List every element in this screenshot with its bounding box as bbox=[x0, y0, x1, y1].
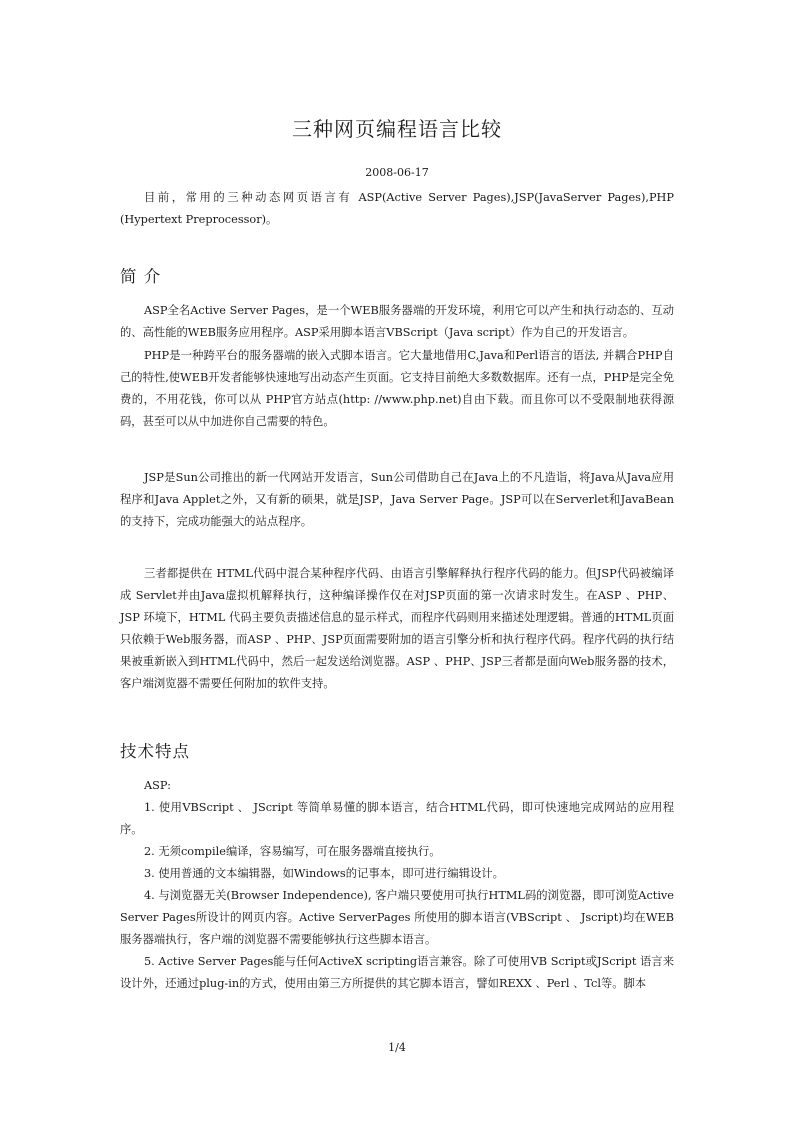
document-date: 2008-06-17 bbox=[365, 166, 429, 179]
section1-paragraph-1-block bbox=[120, 300, 674, 344]
section1-paragraph: ASP全名Active Server Pages，是一个WEB服务器端的开发环境，利用它可以产生和执行动态的、互动的、高性能的WEB服务应用程序。ASP采用脚本语言VBScript（Java script）作为自己的开发语言。 bbox=[120, 304, 674, 339]
intro-paragraph: 目前，常用的三种动态网页语言有 ASP(Active Server Pages),JSP(JavaServer Pages),PHP (Hypertext Preprocessor)。 bbox=[120, 191, 674, 226]
feature-item: 3. 使用普通的文本编辑器，如Windows的记事本，即可进行编辑设计。 bbox=[144, 867, 504, 880]
section-heading-intro: 简 介 bbox=[120, 267, 162, 286]
section1-paragraph-2-block bbox=[120, 345, 674, 433]
section1-paragraph: 三者都提供在 HTML代码中混合某种程序代码、由语言引擎解释执行程序代码的能力。但JSP代码被编译成 Servlet并由Java虚拟机解释执行，这种编译操作仅在对JSP页面的第一次请求时发生。在ASP 、PHP、JSP 环境下，HTML 代码主要负责描述信息的显示样式，而程序代码则用来描述处理逻辑。普通的HTML页面只依赖于Web服务器，而ASP 、PHP、JSP页面需要附加的语言引擎分析和执行程序代码。程序代码的执行结果被重新嵌入到HTML代码中，然后一起发送给浏览器。ASP 、PHP、JSP三者都是面向Web服务器的技术，客户端浏览器不需要任何附加的软件支持。 bbox=[120, 567, 674, 690]
feature-item: 4. 与浏览器无关(Browser Independence), 客户端只要使用可执行HTML码的浏览器，即可浏览Active Server Pages所设计的网页内容。Active ServerPages 所使用的脚本语言(VBScript 、 Jscript)均在WEB服务器端执行，客户端的浏览器不需要能够执行这些脚本语言。 bbox=[120, 889, 674, 946]
section1-paragraph-3-block bbox=[120, 467, 674, 533]
section1-paragraph: JSP是Sun公司推出的新一代网站开发语言，Sun公司借助自己在Java上的不凡造诣，将Java从Java应用程序和Java Applet之外，又有新的硕果，就是JSP，Java Server Page。JSP可以在Serverlet和JavaBean的支持下，完成功能强大的站点程序。 bbox=[120, 471, 674, 528]
feature-item: 2. 无须compile编译，容易编写，可在服务器端直接执行。 bbox=[144, 845, 441, 858]
page-number: 1/4 bbox=[388, 1041, 406, 1054]
features-block bbox=[120, 775, 674, 995]
feature-item: 5. Active Server Pages能与任何ActiveX scripting语言兼容。除了可使用VB Script或JScript 语言来设计外，还通过plug-in的方式，使用由第三方所提供的其它脚本语言，譬如REXX 、Perl 、Tcl等。脚本 bbox=[120, 955, 674, 990]
section1-paragraph-4-block bbox=[120, 563, 674, 695]
section1-paragraph: PHP是一种跨平台的服务器端的嵌入式脚本语言。它大量地借用C,Java和Perl语言的语法, 并耦合PHP自己的特性,使WEB开发者能够快速地写出动态产生页面。它支持目前绝大多数数据库。还有一点，PHP是完全免费的，不用花钱，你可以从 PHP官方站点(http: //www.php.net)自由下载。而且你可以不受限制地获得源码，甚至可以从中加进你自己需要的特色。 bbox=[120, 349, 674, 428]
intro-block bbox=[120, 187, 674, 231]
document-title: 三种网页编程语言比较 bbox=[292, 117, 502, 141]
section-heading-features: 技术特点 bbox=[120, 742, 190, 761]
feature-item: 1. 使用VBScript 、 JScript 等简单易懂的脚本语言，结合HTML代码，即可快速地完成网站的应用程序。 bbox=[120, 801, 674, 836]
features-label: ASP: bbox=[144, 779, 171, 792]
